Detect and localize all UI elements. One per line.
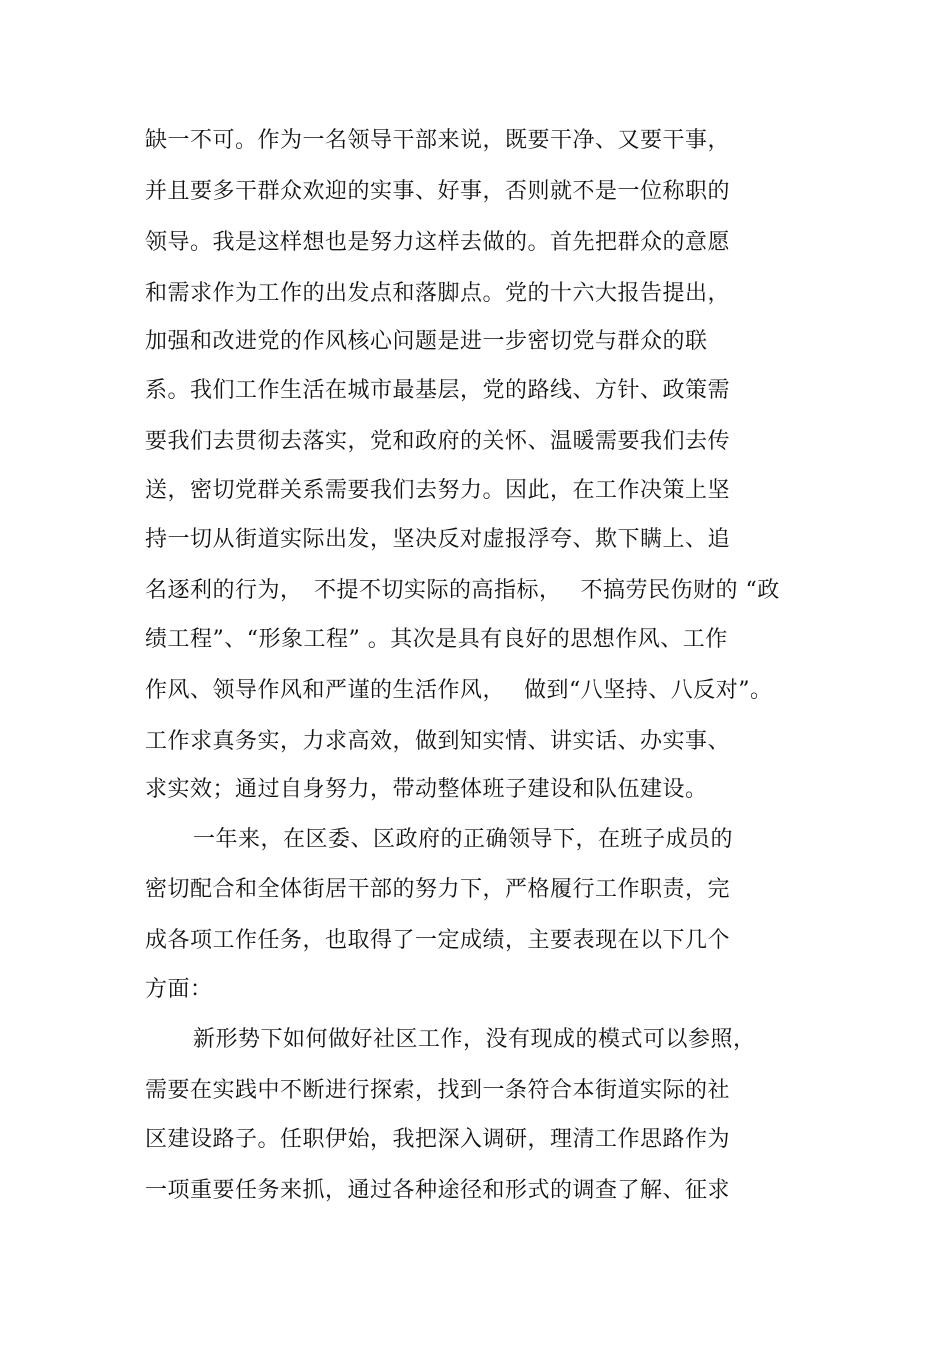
body-text-line: 密切配合和全体街居干部的努力下，严格履行工作职责，完 [145,877,731,902]
body-text-line: 加强和改进党的作风核心问题是进一步密切党与群众的联 [145,329,708,354]
body-text-line: 并且要多干群众欢迎的实事、好事，否则就不是一位称职的 [145,179,731,204]
body-text-line: 一项重要任务来抓，通过各种途径和形式的调查了解、征求 [145,1178,731,1203]
body-text-line: 作风、领导作风和严谨的生活作风， 做到“八坚持、八反对”。 [145,678,773,703]
body-text-line: 区建设路子。任职伊始，我把深入调研，理清工作思路作为 [145,1127,731,1152]
paragraph-start-line: 新形势下如何做好社区工作，没有现成的模式可以参照， [193,1027,756,1052]
body-text-line: 名逐利的行为， 不提不切实际的高指标， 不搞劳民伤财的 “政 [145,578,780,603]
body-text-line: 要我们去贯彻去落实，党和政府的关怀、温暖需要我们去传 [145,429,731,454]
body-text-line: 需要在实践中不断进行探索，找到一条符合本街道实际的社 [145,1078,731,1103]
body-text-line: 缺一不可。作为一名领导干部来说，既要干净、又要干事， [145,128,731,153]
body-text-line: 方面： [145,977,213,1002]
body-text-line: 系。我们工作生活在城市最基层，党的路线、方针、政策需 [145,378,731,403]
paragraph-start-line: 一年来，在区委、区政府的正确领导下，在班子成员的 [193,827,734,852]
body-text-line: 成各项工作任务，也取得了一定成绩，主要表现在以下几个 [145,928,731,953]
body-text-line: 领导。我是这样想也是努力这样去做的。首先把群众的意愿 [145,230,731,255]
body-text-line: 工作求真务实，力求高效，做到知实情、讲实话、办实事、 [145,729,731,754]
body-text-line: 绩工程”、“形象工程” 。其次是具有良好的思想作风、工作 [145,627,728,652]
body-text-line: 送，密切党群关系需要我们去努力。因此，在工作决策上坚 [145,478,731,503]
body-text-line: 求实效；通过自身努力，带动整体班子建设和队伍建设。 [145,777,708,802]
body-text-line: 持一切从街道实际出发，坚决反对虚报浮夸、欺下瞒上、追 [145,527,731,552]
body-text-line: 和需求作为工作的出发点和落脚点。党的十六大报告提出， [145,281,731,306]
